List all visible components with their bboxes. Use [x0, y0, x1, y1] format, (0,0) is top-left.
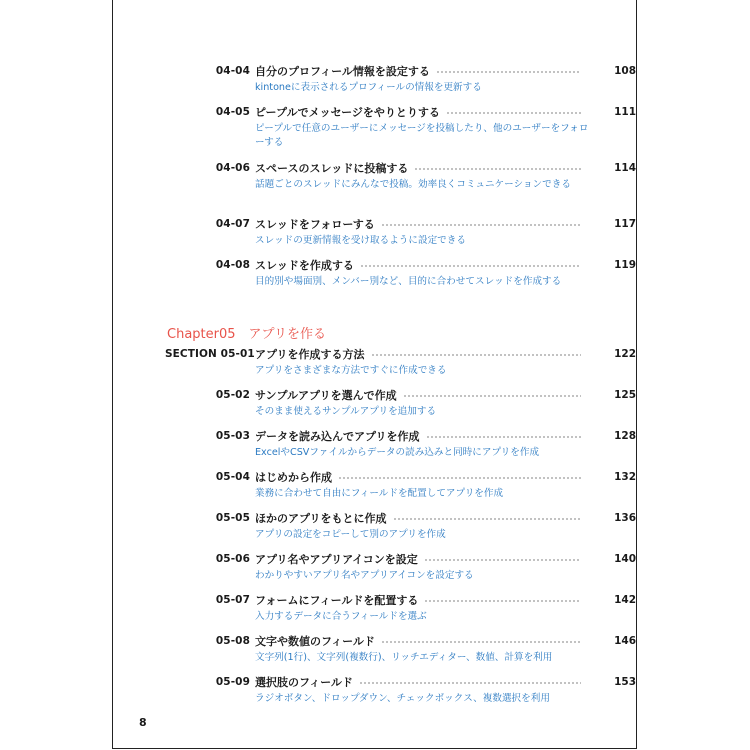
entry-section-number: 04-04 — [215, 65, 250, 77]
entry-title: データを読み込んでアプリを作成 — [255, 430, 420, 443]
dot-leader — [381, 224, 581, 226]
entry-page-number: 114 — [614, 162, 636, 174]
entry-title: スレッドをフォローする — [255, 218, 375, 231]
entry-title: サンプルアプリを選んで作成 — [255, 389, 397, 402]
dot-leader — [360, 265, 581, 267]
entry-description: アプリをさまざまな方法ですぐに作成できる — [255, 365, 447, 376]
entry-section-number: 04-08 — [215, 259, 250, 271]
entry-section-number: 05-05 — [215, 512, 250, 524]
entry-description: kintoneに表示されるプロフィールの情報を更新する — [255, 82, 482, 93]
entry-title: 自分のプロフィール情報を設定する — [255, 65, 430, 78]
entry-description: ExcelやCSVファイルからデータの読み込みと同時にアプリを作成 — [255, 447, 540, 458]
dot-leader — [371, 354, 581, 356]
entry-section-number: 04-06 — [215, 162, 250, 174]
entry-page-number: 146 — [614, 635, 636, 647]
entry-description: 入力するデータに合うフィールドを選ぶ — [255, 611, 427, 622]
entry-description: 業務に合わせて自由にフィールドを配置してアプリを作成 — [255, 488, 504, 499]
entry-section-number: 05-04 — [215, 471, 250, 483]
entry-title: アプリを作成する方法 — [255, 348, 365, 361]
entry-page-number: 108 — [614, 65, 636, 77]
dot-leader — [393, 518, 581, 520]
entry-page-number: 111 — [614, 106, 636, 118]
entry-section-number: 05-07 — [215, 594, 250, 606]
dot-leader — [381, 641, 581, 643]
entry-section-number: 04-07 — [215, 218, 250, 230]
entry-section-number: 05-02 — [215, 389, 250, 401]
entry-description: 話題ごとのスレッドにみんなで投稿。効率良くコミュニケーションできる — [255, 179, 571, 190]
entry-title: アプリ名やアプリアイコンを設定 — [255, 553, 418, 566]
entry-section-number: SECTION 05-01 — [165, 348, 255, 360]
entry-page-number: 140 — [614, 553, 636, 565]
dot-leader — [414, 168, 581, 170]
entry-page-number: 153 — [614, 676, 636, 688]
entry-description: ラジオボタン、ドロップダウン、チェックボックス、複数選択を利用 — [255, 693, 550, 704]
entry-section-number: 05-03 — [215, 430, 250, 442]
page-number: 8 — [139, 716, 147, 729]
entry-page-number: 122 — [614, 348, 636, 360]
entry-section-number: 04-05 — [215, 106, 250, 118]
dot-leader — [403, 395, 581, 397]
entry-page-number: 128 — [614, 430, 636, 442]
entry-description: わかりやすいアプリ名やアプリアイコンを設定する — [255, 570, 474, 581]
entry-page-number: 132 — [614, 471, 636, 483]
entry-description: スレッドの更新情報を受け取るように設定できる — [255, 235, 466, 246]
entry-description: 文字列(1行)、文字列(複数行)、リッチエディター、数値、計算を利用 — [255, 652, 553, 663]
entry-title: ピープルでメッセージをやりとりする — [255, 106, 440, 119]
entry-title: 選択肢のフィールド — [255, 676, 353, 689]
entry-page-number: 119 — [614, 259, 636, 271]
entry-title: はじめから作成 — [255, 471, 332, 484]
entry-title: ほかのアプリをもとに作成 — [255, 512, 387, 525]
dot-leader — [424, 600, 581, 602]
entry-description: 目的別や場面別、メンバー別など、目的に合わせてスレッドを作成する — [255, 276, 562, 287]
entry-title: スレッドを作成する — [255, 259, 354, 272]
entry-title: 文字や数値のフィールド — [255, 635, 375, 648]
dot-leader — [424, 559, 581, 561]
dot-leader — [359, 682, 581, 684]
dot-leader — [446, 112, 581, 114]
entry-page-number: 117 — [614, 218, 636, 230]
entry-section-number: 05-08 — [215, 635, 250, 647]
entry-page-number: 136 — [614, 512, 636, 524]
chapter-heading: Chapter05 アプリを作る — [167, 327, 326, 342]
entry-description: ピープルで任意のユーザーにメッセージを投稿したり、他のユーザーをフォローする — [255, 123, 589, 148]
entry-title: スペースのスレッドに投稿する — [255, 162, 409, 175]
dot-leader — [338, 477, 581, 479]
entry-page-number: 142 — [614, 594, 636, 606]
entry-section-number: 05-06 — [215, 553, 250, 565]
entry-description: アプリの設定をコピーして別のアプリを作成 — [255, 529, 446, 540]
entry-page-number: 125 — [614, 389, 636, 401]
entry-section-number: 05-09 — [215, 676, 250, 688]
dot-leader — [436, 71, 581, 73]
book-page — [112, 0, 637, 749]
entry-title: フォームにフィールドを配置する — [255, 594, 419, 607]
dot-leader — [426, 436, 581, 438]
entry-description: そのまま使えるサンプルアプリを追加する — [255, 406, 437, 417]
